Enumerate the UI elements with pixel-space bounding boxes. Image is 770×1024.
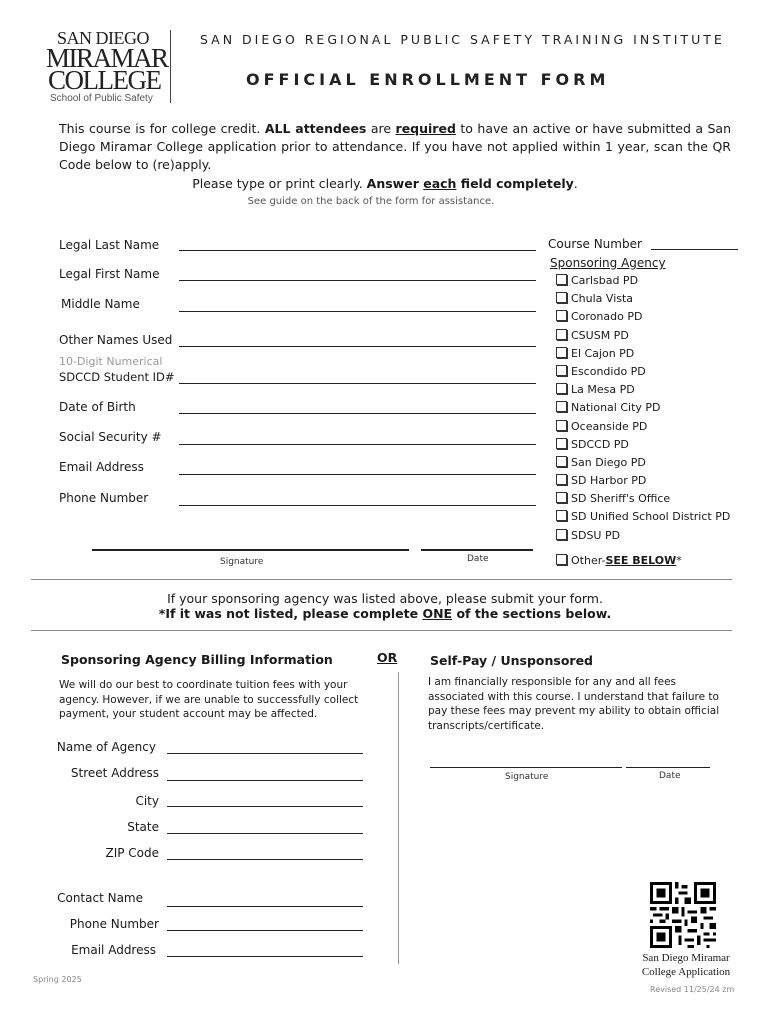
checkbox-icon[interactable] bbox=[556, 554, 567, 565]
logo-line3: COLLEGE bbox=[48, 65, 161, 95]
selfpay-date-line[interactable] bbox=[626, 767, 710, 768]
checkbox-icon[interactable] bbox=[556, 401, 567, 412]
city-field[interactable] bbox=[167, 806, 363, 807]
notice-line2: *If it was not listed, please complete ONE of the sections below. bbox=[158, 606, 612, 621]
dob-field[interactable] bbox=[179, 413, 536, 414]
checkbox-icon[interactable] bbox=[556, 274, 567, 285]
agency-name-field[interactable] bbox=[167, 753, 363, 754]
logo-divider bbox=[170, 30, 171, 103]
middle-name-label: Middle Name bbox=[61, 297, 140, 311]
first-name-field[interactable] bbox=[179, 280, 536, 281]
qr-code-icon[interactable] bbox=[650, 882, 716, 948]
checkbox-icon[interactable] bbox=[556, 474, 567, 485]
signature-line[interactable] bbox=[92, 549, 409, 551]
street-address-label: Street Address bbox=[70, 766, 159, 780]
course-number-field[interactable] bbox=[651, 249, 738, 250]
state-field[interactable] bbox=[167, 833, 363, 834]
city-label: City bbox=[135, 794, 159, 808]
checkbox-icon[interactable] bbox=[556, 529, 567, 540]
contact-name-field[interactable] bbox=[167, 906, 363, 907]
agency-option-sdsu[interactable]: SDSU PD bbox=[556, 529, 730, 547]
ssn-field[interactable] bbox=[179, 444, 536, 445]
email-label: Email Address bbox=[59, 460, 144, 474]
middle-name-field[interactable] bbox=[179, 311, 536, 312]
agency-option-sd-unified[interactable]: SD Unified School District PD bbox=[556, 510, 730, 528]
checkbox-icon[interactable] bbox=[556, 329, 567, 340]
ssn-label: Social Security # bbox=[59, 430, 162, 444]
checkbox-icon[interactable] bbox=[556, 292, 567, 303]
logo-line1: SAN DIEGO bbox=[57, 28, 149, 48]
state-label: State bbox=[127, 820, 159, 834]
sponsoring-agency-heading: Sponsoring Agency bbox=[550, 256, 666, 270]
selfpay-signature-line[interactable] bbox=[430, 767, 622, 768]
agency-name-label: Name of Agency bbox=[56, 740, 156, 754]
agency-option-chula-vista[interactable]: Chula Vista bbox=[556, 292, 730, 310]
section-divider bbox=[31, 630, 732, 631]
agency-option-carlsbad[interactable]: Carlsbad PD bbox=[556, 274, 730, 292]
billing-heading: Sponsoring Agency Billing Information bbox=[61, 652, 333, 667]
zip-field[interactable] bbox=[167, 859, 363, 860]
dob-label: Date of Birth bbox=[59, 400, 136, 414]
first-name-label: Legal First Name bbox=[59, 267, 160, 281]
contact-email-label: Email Address bbox=[71, 943, 156, 957]
signature-label: Signature bbox=[220, 557, 264, 567]
checkbox-icon[interactable] bbox=[556, 383, 567, 394]
agency-option-csusm[interactable]: CSUSM PD bbox=[556, 329, 730, 347]
course-number-label: Course Number bbox=[548, 237, 642, 251]
agency-option-other[interactable]: Other-SEE BELOW* bbox=[556, 554, 682, 567]
form-title: OFFICIAL ENROLLMENT FORM bbox=[246, 70, 610, 89]
print-instruction: Please type or print clearly. Answer each field completely. bbox=[192, 176, 578, 191]
footer-term: Spring 2025 bbox=[33, 975, 82, 984]
street-address-field[interactable] bbox=[167, 780, 363, 781]
agency-option-national-city[interactable]: National City PD bbox=[556, 401, 730, 419]
footer-revised: Revised 11/25/24 zm bbox=[650, 985, 735, 994]
phone-field[interactable] bbox=[179, 505, 536, 506]
agency-option-san-diego[interactable]: San Diego PD bbox=[556, 456, 730, 474]
billing-body: We will do our best to coordinate tuition fees with your agency. However, if we are unable to successfully collect payment, your student account may be affected. bbox=[59, 679, 359, 720]
student-id-label: SDCCD Student ID# bbox=[59, 370, 175, 384]
agency-option-coronado[interactable]: Coronado PD bbox=[556, 310, 730, 328]
contact-email-field[interactable] bbox=[167, 956, 363, 957]
contact-phone-field[interactable] bbox=[167, 930, 363, 931]
section-divider bbox=[31, 579, 732, 580]
email-field[interactable] bbox=[179, 474, 536, 475]
date-label: Date bbox=[467, 554, 489, 564]
selfpay-body: I am financially responsible for any and all fees associated with this course. I understand that failure to pay these fees may prevent my ability to obtain official transcripts/certificate. bbox=[428, 676, 720, 732]
agency-option-la-mesa[interactable]: La Mesa PD bbox=[556, 383, 730, 401]
student-id-hint: 10-Digit Numerical bbox=[59, 355, 163, 368]
last-name-field[interactable] bbox=[179, 250, 536, 251]
selfpay-date-label: Date bbox=[659, 771, 681, 781]
or-label: OR bbox=[377, 650, 398, 665]
student-id-field[interactable] bbox=[179, 383, 536, 384]
intro-paragraph: This course is for college credit. ALL attendees are required to have an active or have submitted a San Diego Miramar College application prior to attendance. If you have not applied within 1 year, scan the QR Code below to (re)apply. bbox=[59, 121, 731, 172]
agency-option-el-cajon[interactable]: El Cajon PD bbox=[556, 347, 730, 365]
college-logo bbox=[44, 28, 184, 108]
checkbox-icon[interactable] bbox=[556, 510, 567, 521]
guide-note: See guide on the back of the form for assistance. bbox=[247, 196, 495, 207]
zip-label: ZIP Code bbox=[105, 846, 159, 860]
logo-subtitle: School of Public Safety bbox=[50, 93, 153, 104]
checkbox-icon[interactable] bbox=[556, 365, 567, 376]
agency-option-sd-sheriff[interactable]: SD Sheriff's Office bbox=[556, 492, 730, 510]
qr-caption: San Diego Miramar College Application bbox=[641, 952, 731, 978]
checkbox-icon[interactable] bbox=[556, 420, 567, 431]
contact-phone-label: Phone Number bbox=[69, 917, 159, 931]
column-divider bbox=[398, 672, 399, 964]
checkbox-icon[interactable] bbox=[556, 347, 567, 358]
phone-label: Phone Number bbox=[59, 491, 149, 505]
agency-option-oceanside[interactable]: Oceanside PD bbox=[556, 420, 730, 438]
agency-option-sd-harbor[interactable]: SD Harbor PD bbox=[556, 474, 730, 492]
other-names-field[interactable] bbox=[179, 346, 536, 347]
checkbox-icon[interactable] bbox=[556, 456, 567, 467]
checkbox-icon[interactable] bbox=[556, 310, 567, 321]
agency-option-escondido[interactable]: Escondido PD bbox=[556, 365, 730, 383]
contact-name-label: Contact Name bbox=[57, 891, 143, 905]
other-names-label: Other Names Used bbox=[59, 333, 173, 347]
institute-name: SAN DIEGO REGIONAL PUBLIC SAFETY TRAINING INSTITUTE bbox=[200, 32, 725, 47]
checkbox-icon[interactable] bbox=[556, 438, 567, 449]
agency-list bbox=[556, 274, 730, 547]
selfpay-heading: Self-Pay / Unsponsored bbox=[430, 653, 594, 668]
last-name-label: Legal Last Name bbox=[59, 238, 160, 252]
notice-line1: If your sponsoring agency was listed above, please submit your form. bbox=[167, 591, 603, 606]
agency-option-sdccd[interactable]: SDCCD PD bbox=[556, 438, 730, 456]
checkbox-icon[interactable] bbox=[556, 492, 567, 503]
logo-line2: MIRAMAR bbox=[46, 43, 168, 73]
date-line[interactable] bbox=[421, 549, 533, 551]
selfpay-signature-label: Signature bbox=[505, 772, 549, 782]
